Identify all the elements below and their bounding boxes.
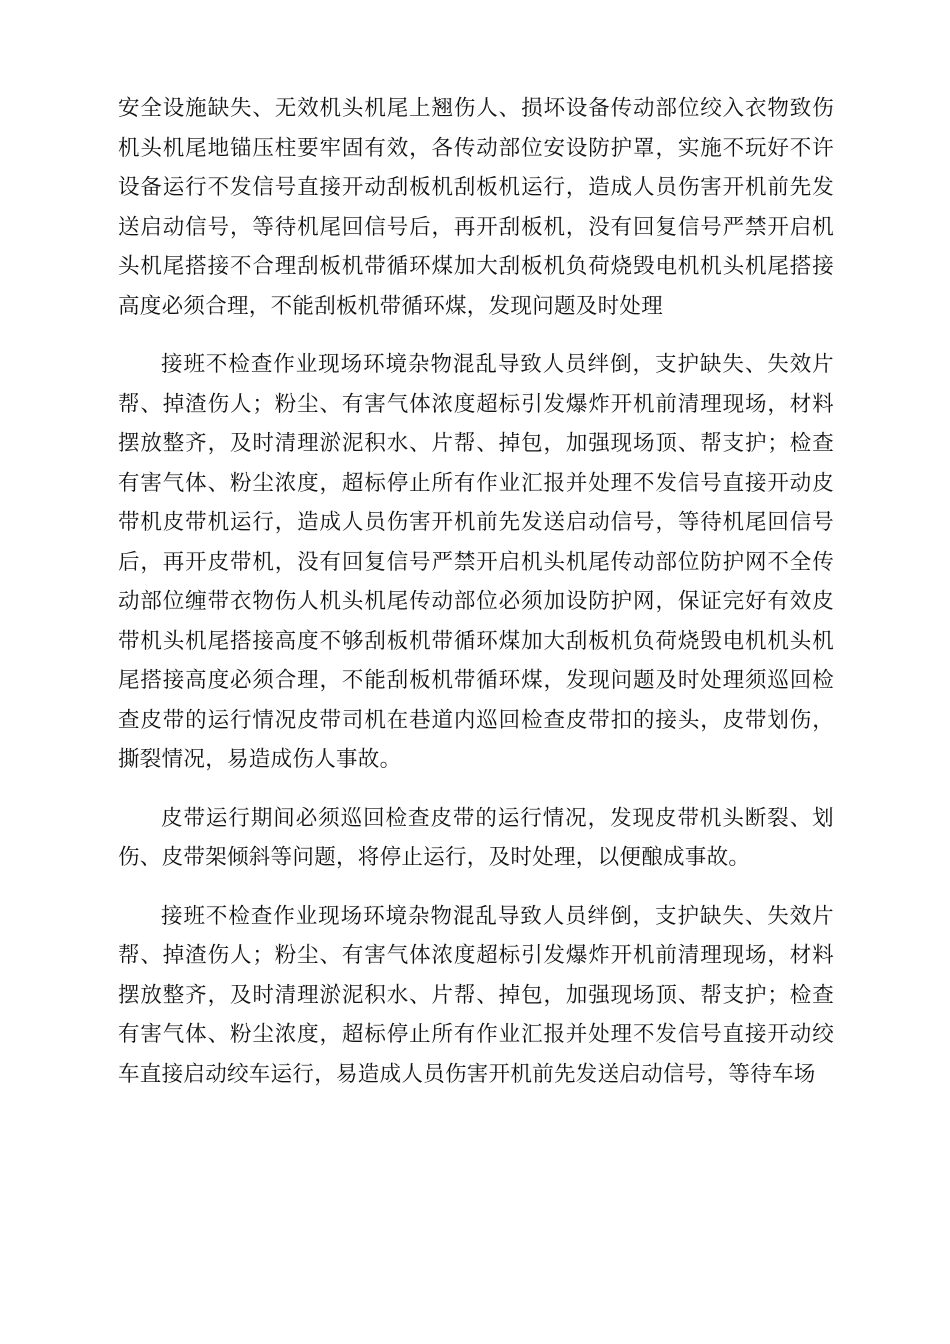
- paragraph-1: 安全设施缺失、无效机头机尾上翘伤人、损坏设备传动部位绞入衣物致伤机头机尾地锚压柱要牢固有效，各传动部位安设防护罩，实施不玩好不许设备运行不发信号直接开动刮板机刮板机运行，造成人员伤害开机前先发送启动信号，等待机尾回信号后，再开刮板机，没有回复信号严禁开启机头机尾搭接不合理刮板机带循环煤加大刮板机负荷烧毁电机机头机尾搭接高度必须合理，不能刮板机带循环煤，发现问题及时处理: [118, 96, 834, 319]
- paragraph-gap: [118, 878, 834, 897]
- paragraph-gap: [118, 780, 834, 799]
- paragraph-gap: [118, 326, 834, 345]
- document-body: [118, 89, 834, 1094]
- paragraph-2: 接班不检查作业现场环境杂物混乱导致人员绊倒，支护缺失、失效片帮、掉渣伤人；粉尘、有害气体浓度超标引发爆炸开机前清理现场，材料摆放整齐，及时清理淤泥积水、片帮、掉包，加强现场顶、帮支护；检查有害气体、粉尘浓度，超标停止所有作业汇报并处理不发信号直接开动皮带机皮带机运行，造成人员伤害开机前先发送启动信号，等待机尾回信号后，再开皮带机，没有回复信号严禁开启机头机尾传动部位防护网不全传动部位缠带衣物伤人机头机尾传动部位必须加设防护网，保证完好有效皮带机头机尾搭接高度不够刮板机带循环煤加大刮板机负荷烧毁电机机头机尾搭接高度必须合理，不能刮板机带循环煤，发现问题及时处理须巡回检查皮带的运行情况皮带司机在巷道内巡回检查皮带扣的接头，皮带划伤，撕裂情况，易造成伤人事故。: [118, 352, 834, 772]
- paragraph-3: 皮带运行期间必须巡回检查皮带的运行情况，发现皮带机头断裂、划伤、皮带架倾斜等问题，将停止运行，及时处理，以便酿成事故。: [118, 805, 834, 870]
- paragraph-4: 接班不检查作业现场环境杂物混乱导致人员绊倒，支护缺失、失效片帮、掉渣伤人；粉尘、有害气体浓度超标引发爆炸开机前清理现场，材料摆放整齐，及时清理淤泥积水、片帮、掉包，加强现场顶、帮支护；检查有害气体、粉尘浓度，超标停止所有作业汇报并处理不发信号直接开动绞车直接启动绞车运行，易造成人员伤害开机前先发送启动信号，等待车场: [118, 903, 834, 1087]
